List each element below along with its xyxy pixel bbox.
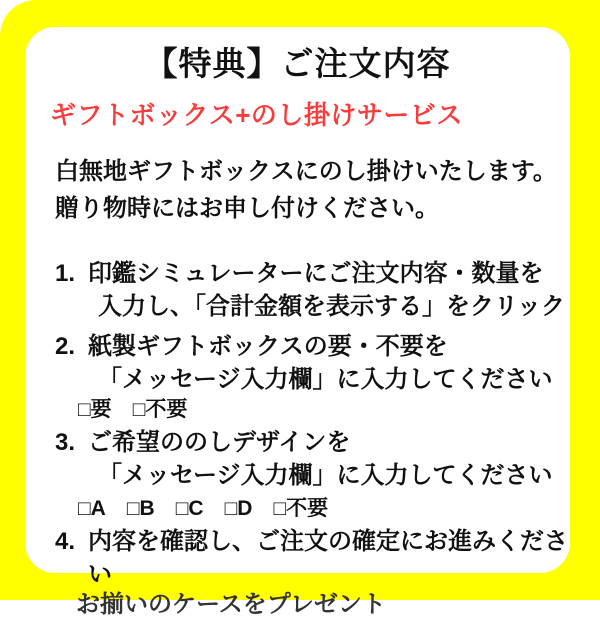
step-1-line-1: 印鑑シミュレーターにご注文内容・数量を (88, 260, 544, 287)
step-4-line-1: 内容を確認し、ご注文の確定にお進みください (88, 528, 568, 588)
service-subtitle: ギフトボックス+のし掛けサービス (50, 100, 463, 130)
intro-paragraph (55, 153, 557, 227)
step-4-number: 4. (55, 528, 76, 555)
checkbox-option-not-required: □不要 (132, 398, 188, 421)
step-3 (55, 426, 553, 492)
step-2-number: 2. (55, 333, 76, 360)
page-title: 【特典】ご注文内容 (144, 45, 451, 82)
step-4-text (88, 525, 570, 591)
step-2-line-2: 「メッセージ入力欄」に入力してください (98, 366, 553, 393)
step-1-line-2: 入力し、「合計金額を表示する」をクリック (98, 293, 566, 320)
intro-line-1: 白無地ギフトボックスにのし掛けいたします。 (55, 158, 557, 185)
step-3-number: 3. (55, 429, 76, 456)
step-1-text (88, 257, 565, 323)
step-2-text (88, 330, 553, 396)
step-2-line-1: 紙製ギフトボックスの要・不要を (88, 333, 448, 360)
step-3-text (88, 426, 553, 492)
step-3-line-2: 「メッセージ入力欄」に入力してください (98, 462, 553, 489)
intro-line-2: 贈り物時にはお申し付けください。 (55, 195, 439, 222)
checkbox-option-required: □要 (78, 398, 112, 421)
checkbox-option-a: □A (78, 497, 106, 520)
checkbox-option-c: □C (175, 497, 204, 520)
step-3-line-1: ご希望ののしデザインを (88, 429, 351, 456)
giftbox-checkbox-row (78, 398, 187, 422)
bottom-clipped-text: お揃いのケースをプレゼント (76, 591, 386, 618)
noshi-design-checkbox-row (78, 497, 328, 521)
step-4 (55, 525, 570, 591)
step-1 (55, 257, 565, 323)
checkbox-option-d: □D (224, 497, 253, 520)
step-2 (55, 330, 553, 396)
step-1-number: 1. (55, 260, 76, 287)
content-card (25, 27, 570, 588)
checkbox-option-none: □不要 (273, 497, 329, 520)
checkbox-option-b: □B (126, 497, 155, 520)
